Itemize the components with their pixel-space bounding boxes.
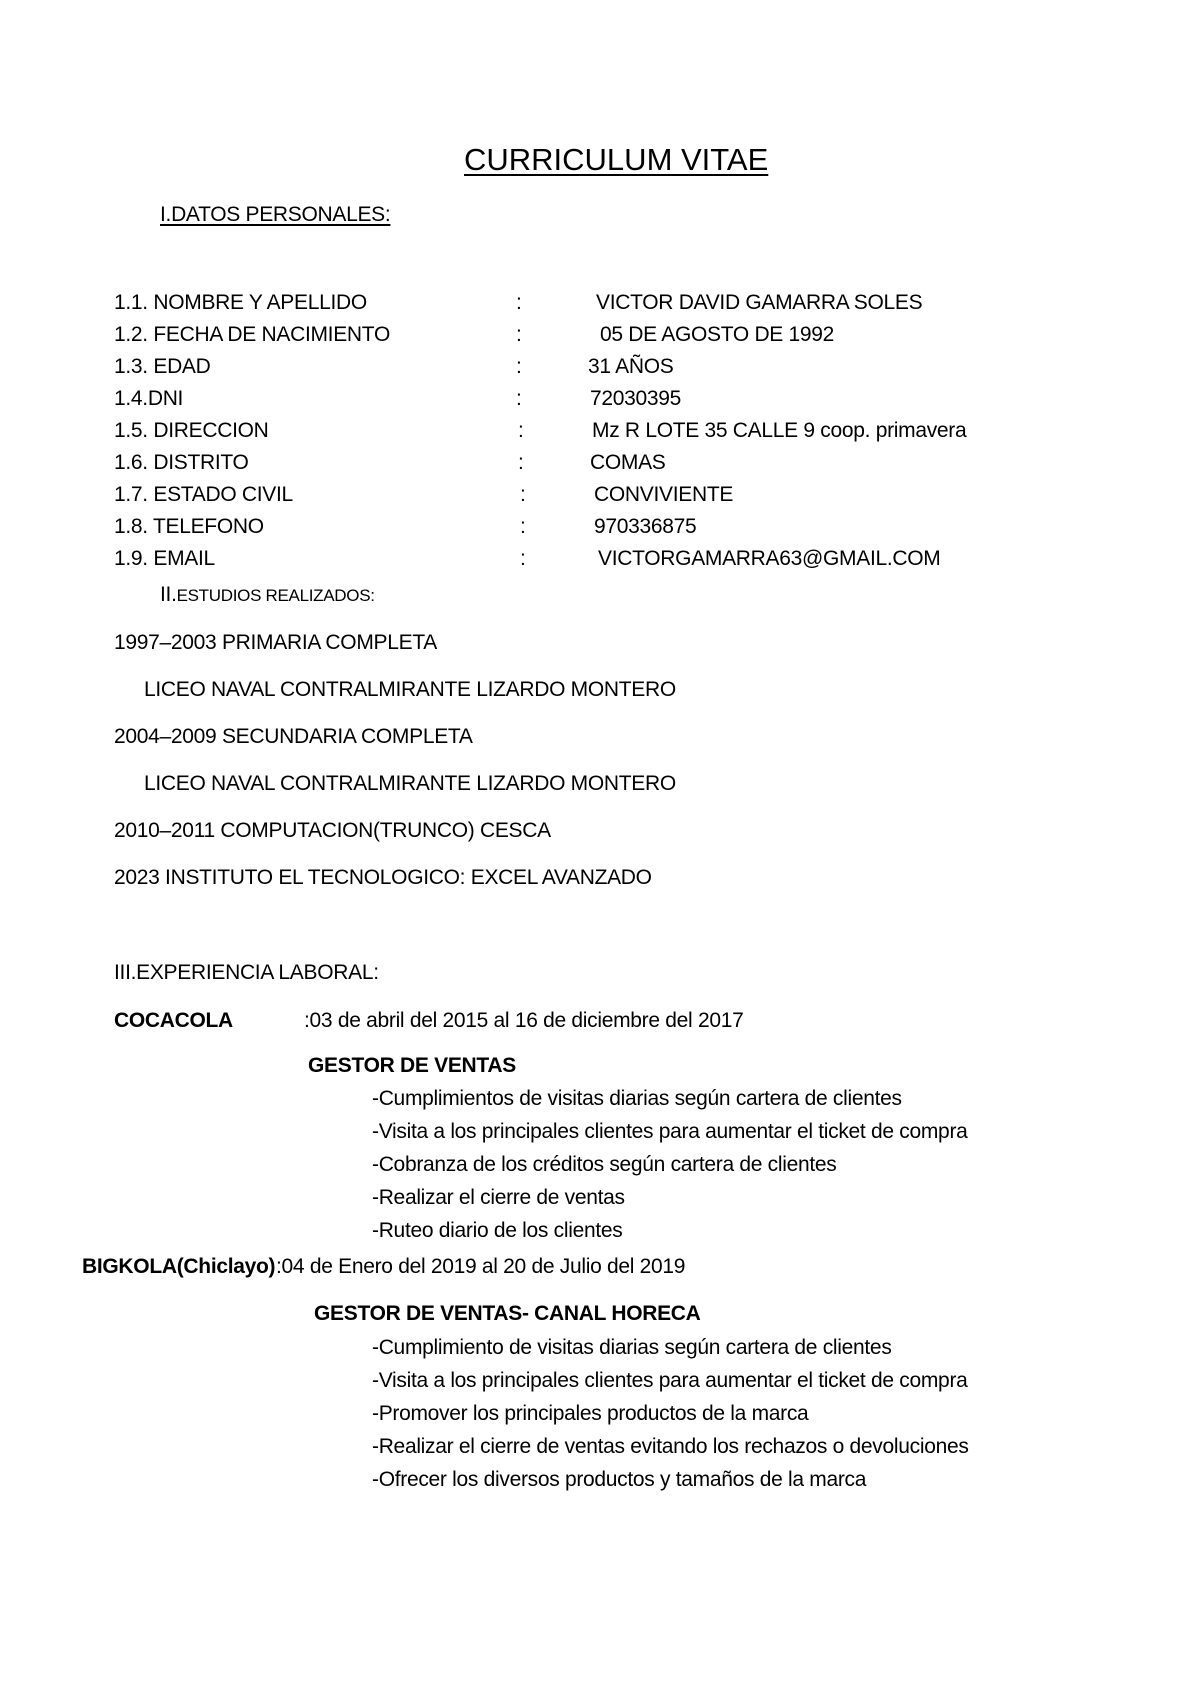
personal-colon: : — [518, 419, 524, 442]
study-item: 2010–2011 COMPUTACION(TRUNCO) CESCA — [114, 819, 551, 842]
section-studies-title: ESTUDIOS REALIZADOS: — [176, 586, 375, 605]
email-user: VICTORGAMARRA63 — [598, 547, 802, 570]
email-domain: @GMAIL.COM — [802, 547, 941, 570]
personal-colon: : — [518, 451, 524, 474]
personal-label: 1.5. DIRECCION — [114, 419, 269, 442]
personal-colon: : — [520, 483, 526, 506]
job-company: COCACOLA — [114, 1009, 233, 1032]
study-item: 2004–2009 SECUNDARIA COMPLETA — [114, 725, 473, 748]
personal-value: 970336875 — [594, 515, 697, 538]
personal-colon: : — [520, 515, 526, 538]
job-task: -Cumplimientos de visitas diarias según cartera de clientes — [372, 1087, 902, 1110]
personal-value: Mz R LOTE 35 CALLE 9 coop. primavera — [592, 419, 967, 442]
personal-label: 1.2. FECHA DE NACIMIENTO — [114, 323, 390, 346]
section-experience-heading: III.EXPERIENCIA LABORAL: — [114, 961, 379, 984]
personal-value: VICTOR DAVID GAMARRA SOLES — [596, 291, 923, 314]
study-item: 1997–2003 PRIMARIA COMPLETA — [114, 631, 437, 654]
personal-label: 1.4.DNI — [114, 387, 184, 410]
personal-label: 1.3. EDAD — [114, 355, 211, 378]
job-period: :03 de abril del 2015 al 16 de diciembre del 2017 — [304, 1009, 744, 1032]
job-role: GESTOR DE VENTAS- CANAL HORECA — [314, 1302, 701, 1325]
personal-label: 1.1. NOMBRE Y APELLIDO — [114, 291, 367, 314]
section-personal-heading: I.DATOS PERSONALES: — [160, 203, 391, 226]
personal-label: 1.7. ESTADO CIVIL — [114, 483, 293, 506]
job-period: :04 de Enero del 2019 al 20 de Julio del 2019 — [276, 1255, 686, 1278]
job-role: GESTOR DE VENTAS — [308, 1054, 516, 1077]
job-task: -Visita a los principales clientes para aumentar el ticket de compra — [372, 1369, 968, 1392]
job-task: -Promover los principales productos de la marca — [372, 1402, 809, 1425]
study-item: 2023 INSTITUTO EL TECNOLOGICO: EXCEL AVANZADO — [114, 866, 652, 889]
job-task: -Cobranza de los créditos según cartera de clientes — [372, 1153, 837, 1176]
page-title: CURRICULUM VITAE — [464, 142, 769, 177]
personal-label: 1.8. TELEFONO — [114, 515, 264, 538]
personal-label: 1.6. DISTRITO — [114, 451, 249, 474]
personal-value: CONVIVIENTE — [594, 483, 734, 506]
personal-value — [598, 546, 941, 572]
personal-value: COMAS — [590, 451, 666, 474]
personal-label: 1.9. EMAIL — [114, 547, 215, 570]
section-studies-heading — [160, 582, 375, 609]
job-company: BIGKOLA(Chiclayo) — [82, 1255, 276, 1278]
personal-colon: : — [516, 355, 522, 378]
section-studies-prefix: II. — [160, 583, 177, 606]
job-task: -Ruteo diario de los clientes — [372, 1219, 623, 1242]
study-school: LICEO NAVAL CONTRALMIRANTE LIZARDO MONTERO — [144, 772, 676, 795]
personal-colon: : — [516, 387, 522, 410]
job-task: -Cumplimiento de visitas diarias según cartera de clientes — [372, 1336, 892, 1359]
personal-colon: : — [520, 547, 526, 570]
study-school: LICEO NAVAL CONTRALMIRANTE LIZARDO MONTERO — [144, 678, 676, 701]
job-task: -Visita a los principales clientes para aumentar el ticket de compra — [372, 1120, 968, 1143]
personal-value: 31 AÑOS — [588, 355, 674, 378]
job-task: -Realizar el cierre de ventas evitando los rechazos o devoluciones — [372, 1435, 969, 1458]
personal-value: 05 DE AGOSTO DE 1992 — [600, 323, 835, 346]
job-task: -Ofrecer los diversos productos y tamaños de la marca — [372, 1468, 867, 1491]
personal-value: 72030395 — [590, 387, 682, 410]
personal-colon: : — [516, 323, 522, 346]
personal-colon: : — [516, 291, 522, 314]
job-task: -Realizar el cierre de ventas — [372, 1186, 625, 1209]
